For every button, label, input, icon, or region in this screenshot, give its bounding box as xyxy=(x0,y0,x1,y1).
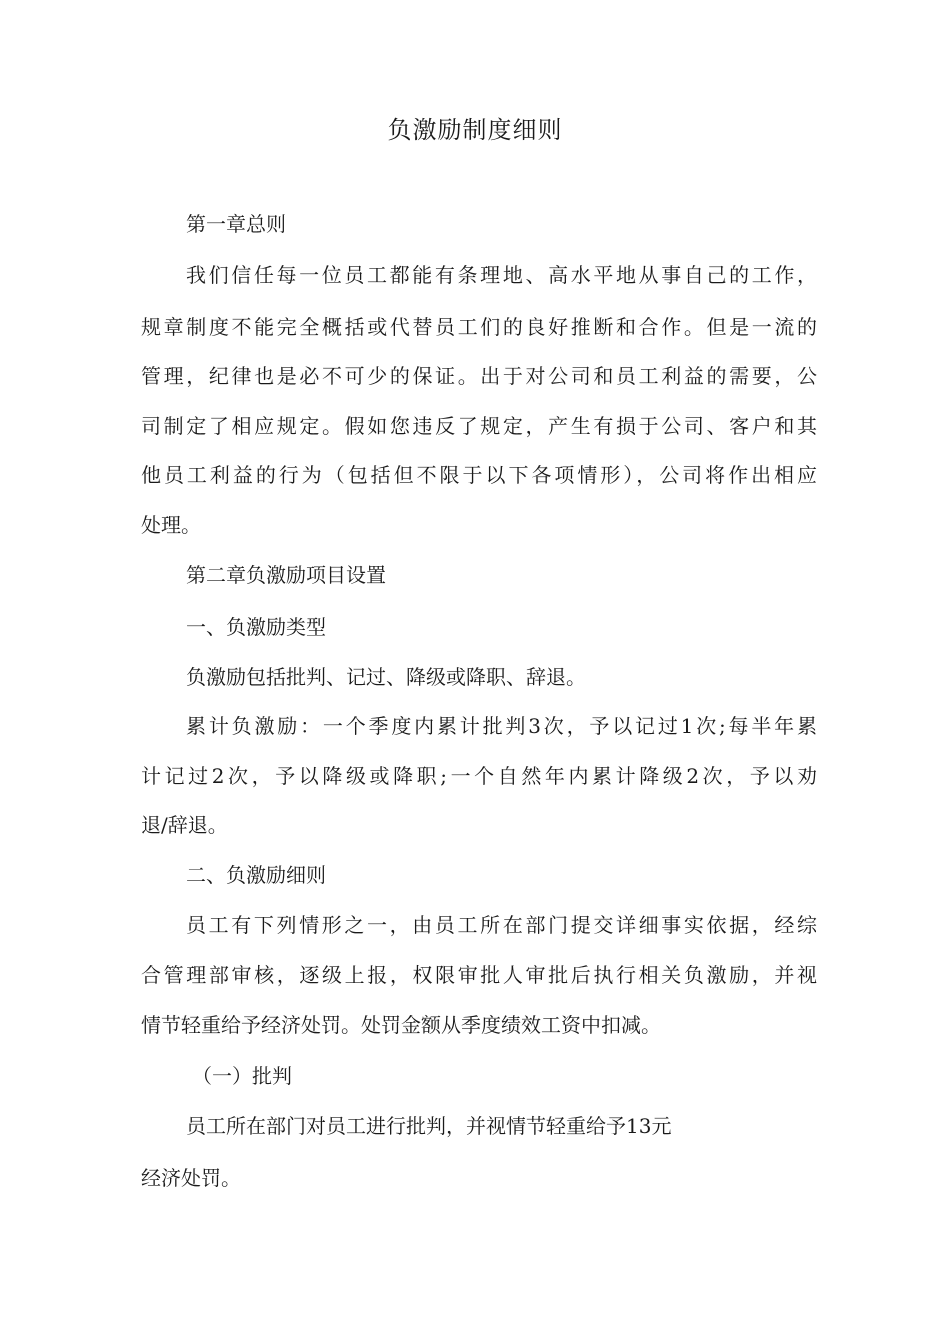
paragraph-line: 司制定了相应规定。假如您违反了规定，产生有损于公司、客户和其 xyxy=(141,414,817,438)
document-title: 负激励制度细则 xyxy=(387,116,563,144)
paragraph-line: 退/辞退。 xyxy=(141,813,228,837)
section-heading: 一、负激励类型 xyxy=(186,615,326,639)
paragraph-line: 处理。 xyxy=(141,513,201,537)
paragraph-line: 合管理部审核，逐级上报，权限审批人审批后执行相关负激励，并视 xyxy=(141,963,817,987)
section-heading: 二、负激励细则 xyxy=(186,863,326,887)
paragraph-line: 计记过2次，予以降级或降职;一个自然年内累计降级2次，予以劝 xyxy=(141,764,817,788)
paragraph-line: 情节轻重给予经济处罚。处罚金额从季度绩效工资中扣减。 xyxy=(141,1013,661,1037)
paragraph-line: 经济处罚。 xyxy=(141,1166,241,1190)
paragraph-line: 管理，纪律也是必不可少的保证。出于对公司和员工利益的需要，公 xyxy=(141,364,817,388)
paragraph-line: 他员工利益的行为（包括但不限于以下各项情形），公司将作出相应 xyxy=(141,463,817,487)
paragraph-line: 规章制度不能完全概括或代替员工们的良好推断和合作。但是一流的 xyxy=(141,315,817,339)
paragraph-line: 员工所在部门对员工进行批判，并视情节轻重给予13元 xyxy=(186,1114,672,1138)
paragraph-line: 累计负激励：一个季度内累计批判3次，予以记过1次;每半年累 xyxy=(186,714,817,738)
chapter-heading: 第二章负激励项目设置 xyxy=(186,563,386,587)
subsection-heading: （一）批判 xyxy=(192,1064,292,1088)
paragraph-line: 员工有下列情形之一，由员工所在部门提交详细事实依据，经综 xyxy=(186,913,817,937)
chapter-heading: 第一章总则 xyxy=(186,212,286,236)
paragraph-line: 负激励包括批判、记过、降级或降职、辞退。 xyxy=(186,665,586,689)
paragraph-line: 我们信任每一位员工都能有条理地、高水平地从事自己的工作， xyxy=(186,263,817,287)
